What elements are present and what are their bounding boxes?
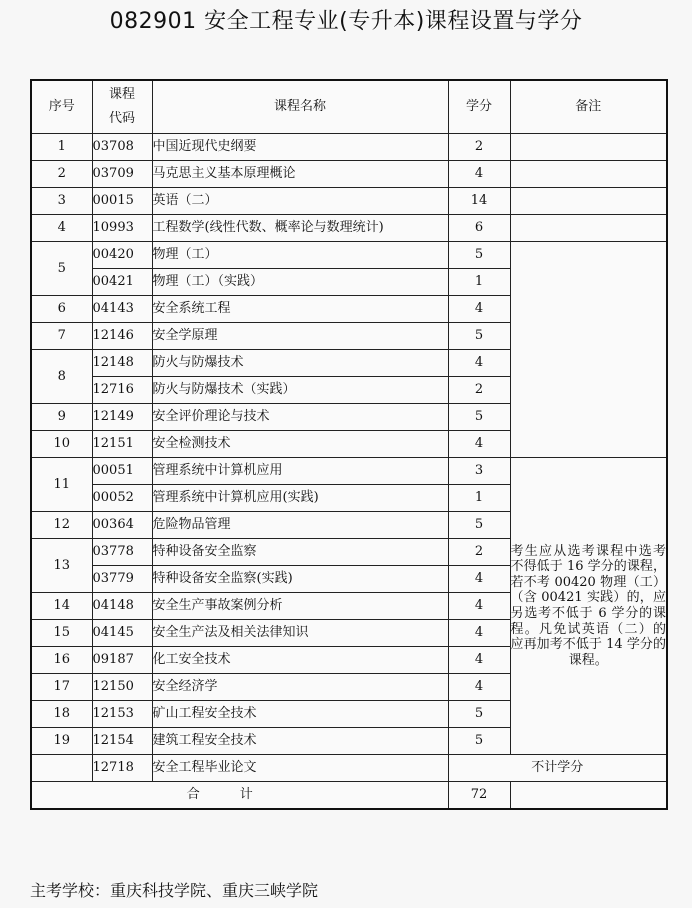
total-label: 合计 [31, 782, 448, 810]
course-name-cell: 建筑工程安全技术 [152, 728, 448, 755]
code-cell: 04143 [92, 296, 152, 323]
code-cell: 03779 [92, 566, 152, 593]
header-seq: 序号 [31, 80, 92, 134]
course-name-cell: 化工安全技术 [152, 647, 448, 674]
elective-note: 考生应从选考课程中选考不得低于 16 学分的课程，若不考 00420 物理（工）（含 00421 实践）的，应另选考不低于 6 学分的课程。凡免试英语（二）的应再加考不低于 14 学分的课程。 [510, 458, 667, 755]
credit-cell: 5 [448, 728, 510, 755]
course-name-cell: 工程数学(线性代数、概率论与数理统计) [152, 215, 448, 242]
code-cell: 00052 [92, 485, 152, 512]
credit-cell: 2 [448, 134, 510, 161]
seq-cell [31, 755, 92, 782]
code-cell: 12154 [92, 728, 152, 755]
code-cell: 09187 [92, 647, 152, 674]
seq-cell: 11 [31, 458, 92, 512]
course-name-cell: 管理系统中计算机应用 [152, 458, 448, 485]
seq-cell: 2 [31, 161, 92, 188]
seq-cell: 9 [31, 404, 92, 431]
seq-cell: 14 [31, 593, 92, 620]
credit-cell: 4 [448, 431, 510, 458]
credit-cell: 1 [448, 269, 510, 296]
code-cell: 00364 [92, 512, 152, 539]
code-cell: 03709 [92, 161, 152, 188]
header-code [92, 80, 152, 134]
table-row [31, 755, 667, 782]
credit-cell: 4 [448, 620, 510, 647]
seq-cell: 19 [31, 728, 92, 755]
header-credit: 学分 [448, 80, 510, 134]
credit-cell: 4 [448, 161, 510, 188]
note-cell [510, 215, 667, 242]
course-name-cell: 物理（工）（实践） [152, 269, 448, 296]
credit-cell: 4 [448, 593, 510, 620]
header-code-line1: 课程 [108, 87, 135, 102]
header-code-line2: 代码 [108, 111, 135, 126]
seq-cell: 15 [31, 620, 92, 647]
credit-cell: 4 [448, 296, 510, 323]
credit-cell: 1 [448, 485, 510, 512]
header-name: 课程名称 [152, 80, 448, 134]
course-name-cell: 管理系统中计算机应用(实践) [152, 485, 448, 512]
credit-cell: 6 [448, 215, 510, 242]
code-cell: 12149 [92, 404, 152, 431]
code-cell: 04148 [92, 593, 152, 620]
code-cell: 12146 [92, 323, 152, 350]
seq-cell: 16 [31, 647, 92, 674]
seq-cell: 1 [31, 134, 92, 161]
course-name-cell: 物理（工） [152, 242, 448, 269]
code-cell: 12151 [92, 431, 152, 458]
course-name-cell: 中国近现代史纲要 [152, 134, 448, 161]
code-cell: 00421 [92, 269, 152, 296]
code-cell: 03778 [92, 539, 152, 566]
credit-cell: 2 [448, 377, 510, 404]
course-name-cell: 特种设备安全监察 [152, 539, 448, 566]
course-name-cell: 安全工程毕业论文 [152, 755, 448, 782]
seq-cell: 17 [31, 674, 92, 701]
course-name-cell: 安全评价理论与技术 [152, 404, 448, 431]
course-name-cell: 安全检测技术 [152, 431, 448, 458]
seq-cell: 18 [31, 701, 92, 728]
course-name-cell: 马克思主义基本原理概论 [152, 161, 448, 188]
code-cell: 12148 [92, 350, 152, 377]
exam-school: 主考学校：重庆科技学院、重庆三峡学院 [30, 881, 319, 900]
course-name-cell: 安全学原理 [152, 323, 448, 350]
table-row [31, 215, 667, 242]
table-row [31, 134, 667, 161]
seq-cell: 12 [31, 512, 92, 539]
seq-cell: 6 [31, 296, 92, 323]
code-cell: 04145 [92, 620, 152, 647]
credit-cell: 5 [448, 512, 510, 539]
credit-cell: 2 [448, 539, 510, 566]
credit-cell: 3 [448, 458, 510, 485]
code-cell: 12718 [92, 755, 152, 782]
table-header-row [31, 80, 667, 134]
total-note-cell [510, 782, 667, 810]
seq-cell: 3 [31, 188, 92, 215]
code-cell: 00420 [92, 242, 152, 269]
table-row [31, 242, 667, 269]
seq-cell: 8 [31, 350, 92, 404]
code-cell: 12150 [92, 674, 152, 701]
table-row [31, 161, 667, 188]
note-cell [510, 188, 667, 215]
course-name-cell: 防火与防爆技术 [152, 350, 448, 377]
course-name-cell: 安全生产事故案例分析 [152, 593, 448, 620]
course-name-cell: 防火与防爆技术（实践） [152, 377, 448, 404]
credit-cell: 4 [448, 674, 510, 701]
code-cell: 03708 [92, 134, 152, 161]
course-name-cell: 安全系统工程 [152, 296, 448, 323]
course-name-cell: 安全生产法及相关法律知识 [152, 620, 448, 647]
seq-cell: 13 [31, 539, 92, 593]
thesis-note: 不计学分 [448, 755, 667, 782]
seq-cell: 4 [31, 215, 92, 242]
course-name-cell: 特种设备安全监察(实践) [152, 566, 448, 593]
course-name-cell: 英语（二） [152, 188, 448, 215]
code-cell: 00015 [92, 188, 152, 215]
note-cell [510, 161, 667, 188]
note-cell [510, 134, 667, 161]
seq-cell: 5 [31, 242, 92, 296]
credit-cell: 5 [448, 323, 510, 350]
code-cell: 10993 [92, 215, 152, 242]
course-name-cell: 安全经济学 [152, 674, 448, 701]
course-name-cell: 矿山工程安全技术 [152, 701, 448, 728]
credit-cell: 5 [448, 242, 510, 269]
total-credit: 72 [448, 782, 510, 810]
course-name-cell: 危险物品管理 [152, 512, 448, 539]
credit-cell: 5 [448, 701, 510, 728]
note-cell [510, 242, 667, 458]
credit-cell: 5 [448, 404, 510, 431]
total-row [31, 782, 667, 810]
code-cell: 12153 [92, 701, 152, 728]
credit-cell: 4 [448, 350, 510, 377]
seq-cell: 10 [31, 431, 92, 458]
code-cell: 12716 [92, 377, 152, 404]
code-cell: 00051 [92, 458, 152, 485]
header-note: 备注 [510, 80, 667, 134]
curriculum-table [30, 79, 668, 810]
page-title: 082901 安全工程专业(专升本)课程设置与学分 [109, 9, 583, 34]
credit-cell: 4 [448, 647, 510, 674]
credit-cell: 4 [448, 566, 510, 593]
seq-cell: 7 [31, 323, 92, 350]
credit-cell: 14 [448, 188, 510, 215]
table-row [31, 188, 667, 215]
table-row [31, 458, 667, 485]
